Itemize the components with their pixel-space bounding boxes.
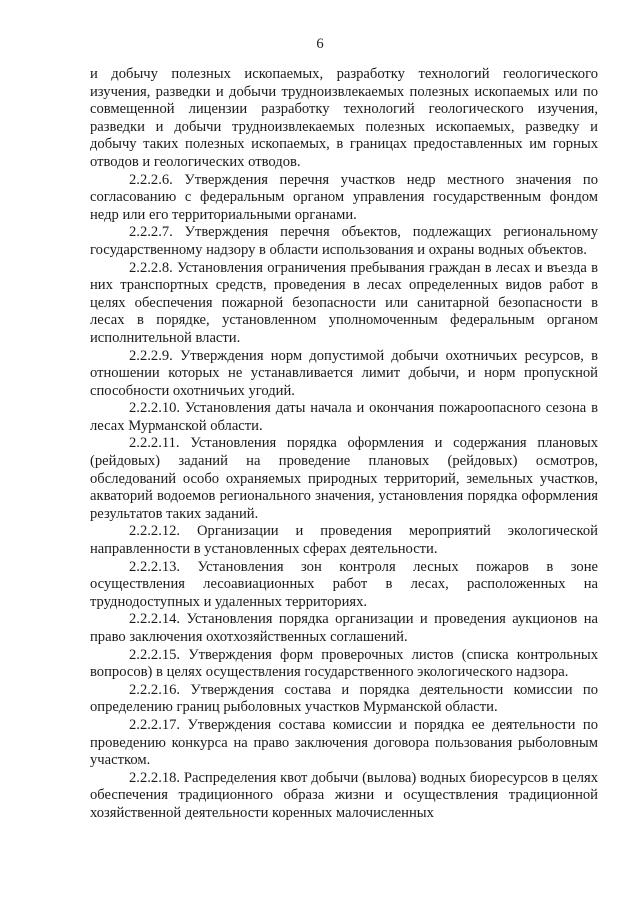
paragraph-2-2-2-14: 2.2.2.14. Установления порядка организации и проведения аукционов на право заключения охотхозяйственных соглашений. [90,611,598,645]
paragraph-continuation: и добычу полезных ископаемых, разработку технологий геологического изучения, разведки и добычи трудноизвлекаемых полезных ископаемых или по совмещенной лицензии разработку технологий геологического изучения, разведки и добычи трудноизвлекаемых полезных ископаемых, разведку и добычу таких полезных ископаемых, в границах предоставленных им горных отводов и геологических отводов. [90,66,598,170]
paragraph-2-2-2-8: 2.2.2.8. Установления ограничения пребывания граждан в лесах и въезда в них транспортных средств, проведения в лесах определенных видов работ в целях обеспечения пожарной безопасности или санитарной безопасности в лесах в порядке, установленном уполномоченным федеральным органом исполнительной власти. [90,259,598,346]
paragraph-2-2-2-9: 2.2.2.9. Утверждения норм допустимой добычи охотничьих ресурсов, в отношении которых не устанавливается лимит добычи, и норм пропускной способности охотничьих угодий. [90,347,598,399]
page-number: 6 [316,36,324,52]
paragraph-2-2-2-17: 2.2.2.17. Утверждения состава комиссии и порядка ее деятельности по проведению конкурса на право заключения договора пользования рыболовным участком. [90,716,598,769]
paragraph-2-2-2-7: 2.2.2.7. Утверждения перечня объектов, подлежащих региональному государственному надзору в области использования и охраны водных объектов. [90,224,598,258]
paragraph-2-2-2-16: 2.2.2.16. Утверждения состава и порядка деятельности комиссии по определению границ рыболовных участков Мурманской области. [90,681,598,716]
body-text [90,66,598,823]
paragraph-2-2-2-12: 2.2.2.12. Организации и проведения мероприятий экологической направленности в установленных сферах деятельности. [90,523,598,558]
paragraph-2-2-2-10: 2.2.2.10. Установления даты начала и окончания пожароопасного сезона в лесах Мурманской области. [90,400,598,434]
paragraph-2-2-2-13: 2.2.2.13. Установления зон контроля лесных пожаров в зоне осуществления лесоавиационных работ в лесах, расположенных на труднодоступных и удаленных территориях. [90,558,598,610]
paragraph-2-2-2-15: 2.2.2.15. Утверждения форм проверочных листов (списка контрольных вопросов) в целях осуществления государственного экологического надзора. [90,646,598,681]
paragraph-2-2-2-11: 2.2.2.11. Установления порядка оформления и содержания плановых (рейдовых) заданий на проведение плановых (рейдовых) осмотров, обследований особо охраняемых природных территорий, земельных участков, акваторий водоемов регионального значения, установления порядка оформления результатов таких заданий. [90,435,598,522]
paragraph-2-2-2-18: 2.2.2.18. Распределения квот добычи (вылова) водных биоресурсов в целях обеспечения традиционного образа жизни и осуществления традиционной хозяйственной деятельности коренных малочисленных [90,769,598,821]
paragraph-2-2-2-6: 2.2.2.6. Утверждения перечня участков недр местного значения по согласованию с федеральным органом управления государственным фондом недр или его территориальными органами. [90,171,598,223]
